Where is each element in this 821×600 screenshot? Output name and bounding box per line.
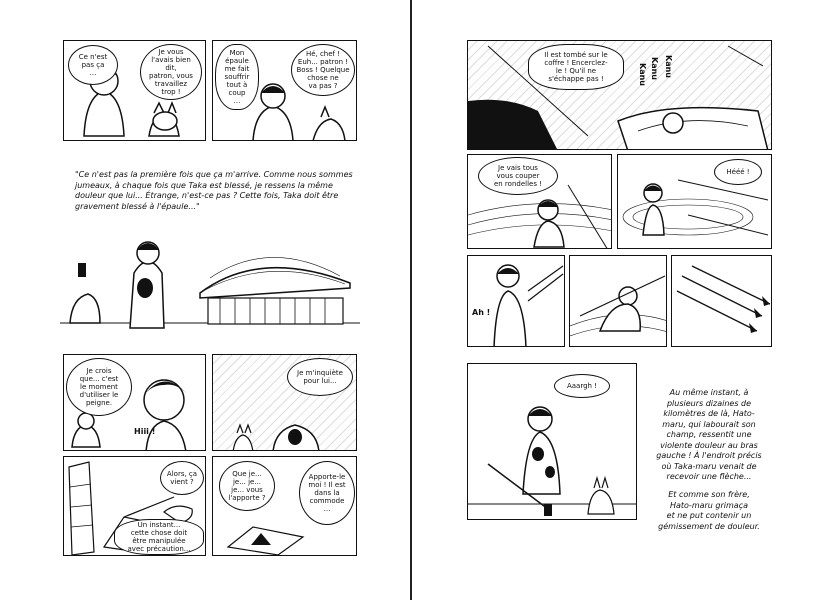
left-panel-2	[212, 40, 357, 141]
speech-bubble: Hééé !	[714, 159, 762, 185]
speech-bubble: Je m'inquiète pour lui...	[287, 358, 353, 396]
left-panel-4	[63, 354, 206, 451]
left-panel-7	[212, 456, 357, 556]
speech-bubble: Je crois que... c'est le moment d'utiliser le peigne.	[66, 358, 132, 416]
speech-bubble: Hé, chef ! Euh... patron ! Boss ! Quelque chose ne va pas ?	[291, 44, 355, 96]
falling-fighter-illustration	[570, 256, 667, 347]
speech-bubble: Ce n'est pas ça ...	[68, 45, 118, 85]
flying-arrows-illustration	[672, 256, 772, 347]
sound-effect: Hiii !	[134, 427, 156, 436]
left-panel-5	[212, 354, 357, 451]
right-panel-5	[569, 255, 667, 347]
speech-bubble: Que je... je... je... je... vous l'apporte ?	[219, 461, 275, 511]
speech-bubble: Apporte-le moi ! Il est dans la commode ...	[299, 461, 355, 525]
left-panel-1	[63, 40, 206, 141]
right-panel-3	[617, 154, 772, 249]
left-page	[0, 0, 410, 600]
speech-bubble: Alors, ça vient ?	[160, 461, 204, 495]
right-panel-2	[467, 154, 612, 249]
speech-bubble: Il est tombé sur le coffre ! Encerclez- le ! Qu'il ne s'échappe pas !	[528, 44, 624, 90]
narration-text: Et comme son frère, Hato-maru grimaça et ne put contenir un gémissement de douleur.	[658, 490, 760, 531]
sound-effect: Kanu	[650, 57, 659, 80]
right-panel-6	[671, 255, 772, 347]
sound-effect: Kanu	[664, 55, 673, 78]
speech-bubble: Je vais tous vous couper en rondelles !	[478, 157, 558, 195]
narration-text: Au même instant, à plusieurs dizaines de kilomètres de là, Hato- maru, qui labourait son champ, ressentit une violente douleur au bras gauche ! À l'endroit précis où Taka-maru venait de recevoir une flèche...	[656, 388, 762, 481]
speech-bubble: Aaargh !	[554, 374, 610, 398]
speech-bubble: Mon épaule me fait souffrir tout à coup ...	[215, 44, 259, 110]
right-panel-1	[467, 40, 772, 150]
hit-by-arrow-illustration	[468, 256, 565, 347]
sound-effect: Ah !	[472, 308, 491, 317]
narration-text: "Ce n'est pas la première fois que ça m'arrive. Comme nous sommes jumeaux, à chaque fois que Taka est blessé, je ressens la même douleur que lui... Étrange, n'est-ce pas ? Cette fois, Taka doit être gravement blessé à l'épaule..."	[75, 170, 353, 211]
farmhouse-scene-illustration	[60, 228, 360, 340]
right-panel-4	[467, 255, 565, 347]
sound-effect: Kanu	[638, 63, 647, 86]
right-panel-7	[467, 363, 637, 520]
speech-bubble: Je vous l'avais bien dit, patron, vous travaillez trop !	[140, 44, 202, 100]
left-panel-6	[63, 456, 206, 556]
speech-bubble: Un instant... cette chose doit être manipulée avec précaution...	[114, 519, 204, 555]
hato-maru-in-pain-illustration	[468, 364, 637, 520]
right-page	[412, 0, 821, 600]
